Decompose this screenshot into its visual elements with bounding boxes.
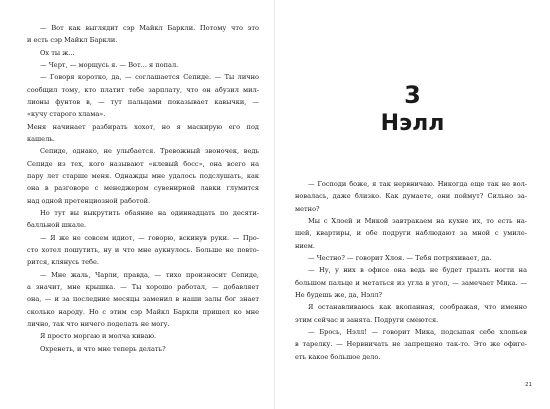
text-line: метно? (295, 204, 320, 213)
text-line: этим сейчас и занята. Подруги смеются. (295, 315, 439, 324)
text-line: сколько народу. Но с этим сэр Майкл Баркли пришел ко мне (27, 307, 259, 316)
text-line: — Брось, Нэлл! — говорит Мика, подсыпая себе хлопьев (308, 327, 527, 336)
text-line: — Черт, — морщусь я. — Вот... я попал. (40, 60, 179, 69)
text-line: сообщил тому, кто платит тебе зарплату, что он абузил мил- (27, 85, 259, 94)
text-line: Но тут вы выкрутить обаяние на одиннадцать по десяти- (40, 208, 259, 217)
text-line: — Говоря коротко, да, — соглашается Сепиде. — Ты лично (40, 73, 259, 82)
text-line: Меня начинает разбирать хохот, но я маскирую его под (27, 122, 259, 131)
text-line: — Вот как выглядит сэр Майкл Баркли. Потому что это (40, 24, 259, 32)
text-line: Мы с Хлоей и Микой завтракаем на кухне их, то есть на- (308, 216, 527, 225)
text-line: а значит, мне крышка. — Ты хорошо работал, — добавляет (27, 282, 259, 291)
text-line: еть какое большое дело. (295, 352, 381, 361)
text-line: «кучу старого хлама». (27, 110, 106, 119)
text-line: шей, квартиры, и обе подруги наблюдают за мной с умиле- (295, 229, 527, 238)
text-line: сто хотел пошутить, ну и что мне аукнулось. Больше не повто- (27, 245, 259, 254)
right-text-column (295, 178, 527, 363)
text-line: — Я же не совсем идиот, — говорю, вскинув руки. — Про- (40, 233, 259, 242)
text-line: Я просто моргаю и молча киваю. (40, 332, 157, 341)
text-line: Сепиде из тех, кого называют «клевый босс», она всего на (27, 159, 259, 168)
text-line: — Честно? — говорит Хлоя. — Тебя потряхивает, да. (308, 253, 492, 262)
left-text-column (27, 22, 259, 355)
text-line: она в разговоре с менеджером сувенирной лавки глумится (27, 184, 259, 193)
text-line: Ох ты ж... (40, 48, 75, 57)
text-line: пару лет старше меня. Однажды мне удалось подслушать, как (27, 171, 259, 180)
text-line: Не будешь же, да, Нэлл? (295, 290, 383, 299)
text-line: балльной шкале. (27, 221, 87, 230)
right-page (275, 0, 550, 409)
text-line: Я останавливаюсь как вкопанная, соображая, что именно (308, 303, 527, 312)
text-line: лично, так что ничего поделать не могу. (27, 319, 170, 328)
text-line: новалась, даже близко. Как думаете, они поймут? Сильно за- (295, 192, 527, 201)
text-line: лионы фунтов в, — тут пальцами показывает кавычки, — (27, 97, 259, 106)
text-line: Охренеть, и что мне теперь делать? (40, 344, 166, 353)
text-line: — Мне жаль, Чарли, правда, — тихо произносит Сепиде, (40, 270, 259, 279)
chapter-title: Нэлл (380, 111, 445, 136)
text-line: — Господи боже, я так нервничаю. Никогда еще так не вол- (308, 180, 527, 188)
text-line: над одной претенциозной работой. (27, 196, 151, 205)
page-number: 21 (525, 382, 532, 388)
text-line: она, — и за последние месяцы заменил в наши залы бог знает (27, 295, 259, 304)
text-line: кашель. (27, 134, 55, 143)
text-line: большом пальце и метаться из угла в угол, — замечает Мика. — (295, 278, 527, 287)
text-line: Сепиде, однако, не улыбается. Тревожный звоночек, ведь (40, 147, 259, 156)
text-line: и есть сэр Майкл Баркли. (27, 36, 118, 45)
text-line: нием. (295, 241, 315, 250)
text-line: в тарелку. — Нервничать не запрещено так-то. Это же офиге- (295, 340, 527, 349)
text-line: рится, клянусь тебе. (27, 258, 99, 267)
text-line: — Ну, у них в офисе она ведь не будет грызть ногти на (308, 266, 527, 275)
chapter-number: 3 (404, 81, 421, 109)
